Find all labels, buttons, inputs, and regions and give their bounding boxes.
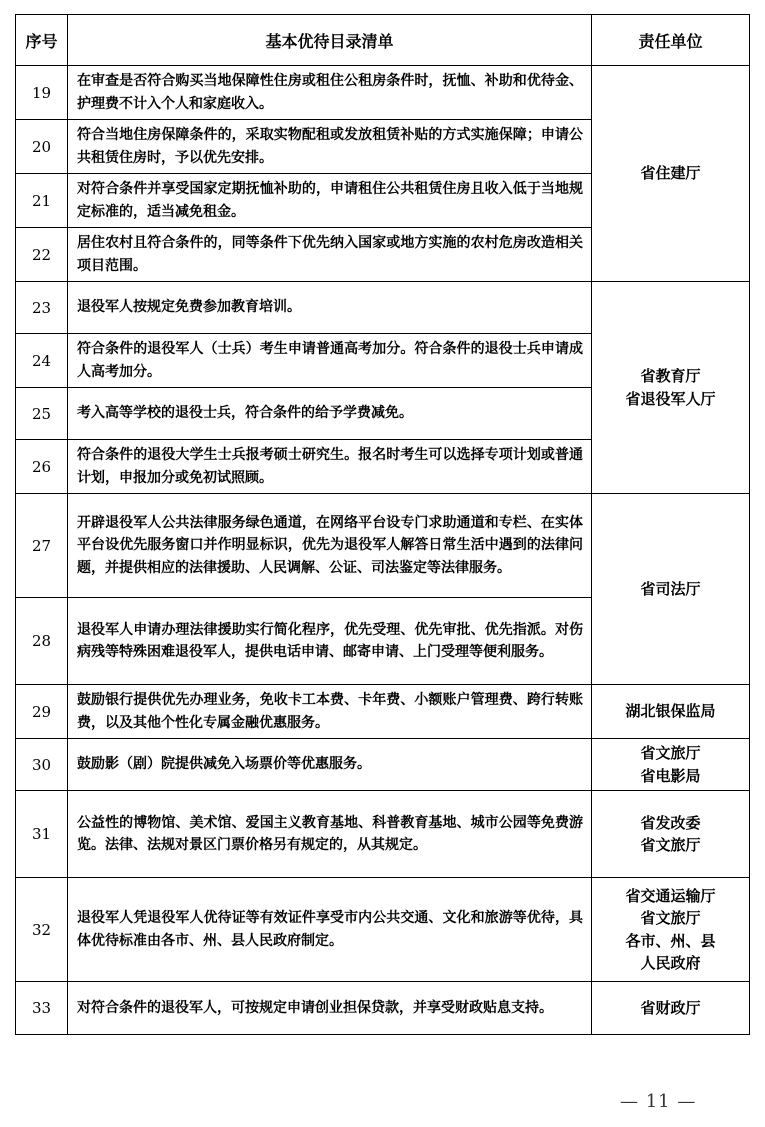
- unit-line: 省文旅厅: [640, 909, 701, 927]
- preferential-list-table: [15, 14, 750, 1035]
- unit-line: 省教育厅: [640, 367, 701, 385]
- row-text: 在审查是否符合购买当地保障性住房或租住公租房条件时，抚恤、补助和优待金、护理费不计入个人和家庭收入。: [68, 66, 592, 120]
- row-number: 31: [16, 791, 68, 878]
- unit-line: 省司法厅: [640, 579, 701, 598]
- unit-line: 省交通运输厅: [625, 886, 716, 905]
- row-text: 符合条件的退役大学生士兵报考硕士研究生。报名时考生可以选择专项计划或普通计划，申报加分或免初试照顾。: [68, 440, 592, 494]
- row-text: 退役军人凭退役军人优待证等有效证件享受市内公共交通、文化和旅游等优待，具体优待标准由各市、州、县人民政府制定。: [68, 878, 592, 982]
- header-unit: 责任单位: [592, 15, 750, 66]
- row-text: 符合当地住房保障条件的，采取实物配租或发放租赁补贴的方式实施保障；申请公共租赁住房时，予以优先安排。: [68, 120, 592, 174]
- header-items: 基本优待目录清单: [68, 15, 592, 66]
- row-number: 33: [16, 982, 68, 1035]
- table-row: [16, 878, 750, 982]
- row-number: 30: [16, 739, 68, 791]
- page-number: — 11 —: [620, 1091, 697, 1112]
- unit-line: 省财政厅: [640, 998, 701, 1017]
- row-number: 24: [16, 334, 68, 388]
- row-number: 21: [16, 174, 68, 228]
- header-no: 序号: [16, 15, 68, 66]
- unit-line: 省住建厅: [640, 164, 701, 183]
- table-row: [16, 739, 750, 791]
- row-text: 鼓励银行提供优先办理业务，免收卡工本费、卡年费、小额账户管理费、跨行转账费，以及其他个性化专属金融优惠服务。: [68, 685, 592, 739]
- row-number: 25: [16, 388, 68, 440]
- row-number: 32: [16, 878, 68, 982]
- unit-line: 省电影局: [640, 766, 701, 785]
- unit-line: 省文旅厅: [640, 836, 701, 854]
- row-number: 26: [16, 440, 68, 494]
- unit-line: 省退役军人厅: [625, 389, 716, 408]
- row-number: 23: [16, 282, 68, 334]
- table-row: [16, 66, 750, 120]
- row-text: 鼓励影（剧）院提供减免入场票价等优惠服务。: [68, 739, 592, 791]
- unit-line: 湖北银保监局: [625, 702, 716, 721]
- row-number: 28: [16, 598, 68, 685]
- responsible-unit: [592, 66, 750, 282]
- unit-line: 人民政府: [640, 954, 701, 972]
- row-number: 19: [16, 66, 68, 120]
- responsible-unit: [592, 739, 750, 791]
- responsible-unit: [592, 494, 750, 685]
- responsible-unit: [592, 791, 750, 878]
- row-text: 对符合条件并享受国家定期抚恤补助的，申请租住公共租赁住房且收入低于当地规定标准的，适当减免租金。: [68, 174, 592, 228]
- responsible-unit: [592, 982, 750, 1035]
- row-text: 退役军人按规定免费参加教育培训。: [68, 282, 592, 334]
- row-text: 开辟退役军人公共法律服务绿色通道，在网络平台设专门求助通道和专栏、在实体平台设优先服务窗口并作明显标识，优先为退役军人解答日常生活中遇到的法律问题，并提供相应的法律援助、人民调解、公证、司法鉴定等法律服务。: [68, 494, 592, 598]
- row-text: 符合条件的退役军人（士兵）考生申请普通高考加分。符合条件的退役士兵申请成人高考加分。: [68, 334, 592, 388]
- table-row: [16, 791, 750, 878]
- row-text: 退役军人申请办理法律援助实行简化程序，优先受理、优先审批、优先指派。对伤病残等特殊困难退役军人，提供电话申请、邮寄申请、上门受理等便利服务。: [68, 598, 592, 685]
- row-number: 29: [16, 685, 68, 739]
- row-number: 20: [16, 120, 68, 174]
- row-text: 公益性的博物馆、美术馆、爱国主义教育基地、科普教育基地、城市公园等免费游览。法律、法规对景区门票价格另有规定的，从其规定。: [68, 791, 592, 878]
- row-number: 22: [16, 228, 68, 282]
- row-text: 居住农村且符合条件的，同等条件下优先纳入国家或地方实施的农村危房改造相关项目范围。: [68, 228, 592, 282]
- responsible-unit: [592, 878, 750, 982]
- unit-line: 省文旅厅: [640, 744, 701, 762]
- responsible-unit: [592, 685, 750, 739]
- row-text: 考入高等学校的退役士兵，符合条件的给予学费减免。: [68, 388, 592, 440]
- table-row: [16, 282, 750, 334]
- table-header-row: [16, 15, 750, 66]
- row-number: 27: [16, 494, 68, 598]
- table-row: [16, 494, 750, 598]
- row-text: 对符合条件的退役军人，可按规定申请创业担保贷款，并享受财政贴息支持。: [68, 982, 592, 1035]
- table-row: [16, 685, 750, 739]
- unit-line: 各市、州、县: [625, 931, 716, 950]
- unit-line: 省发改委: [640, 813, 701, 832]
- table-row: [16, 982, 750, 1035]
- responsible-unit: [592, 282, 750, 494]
